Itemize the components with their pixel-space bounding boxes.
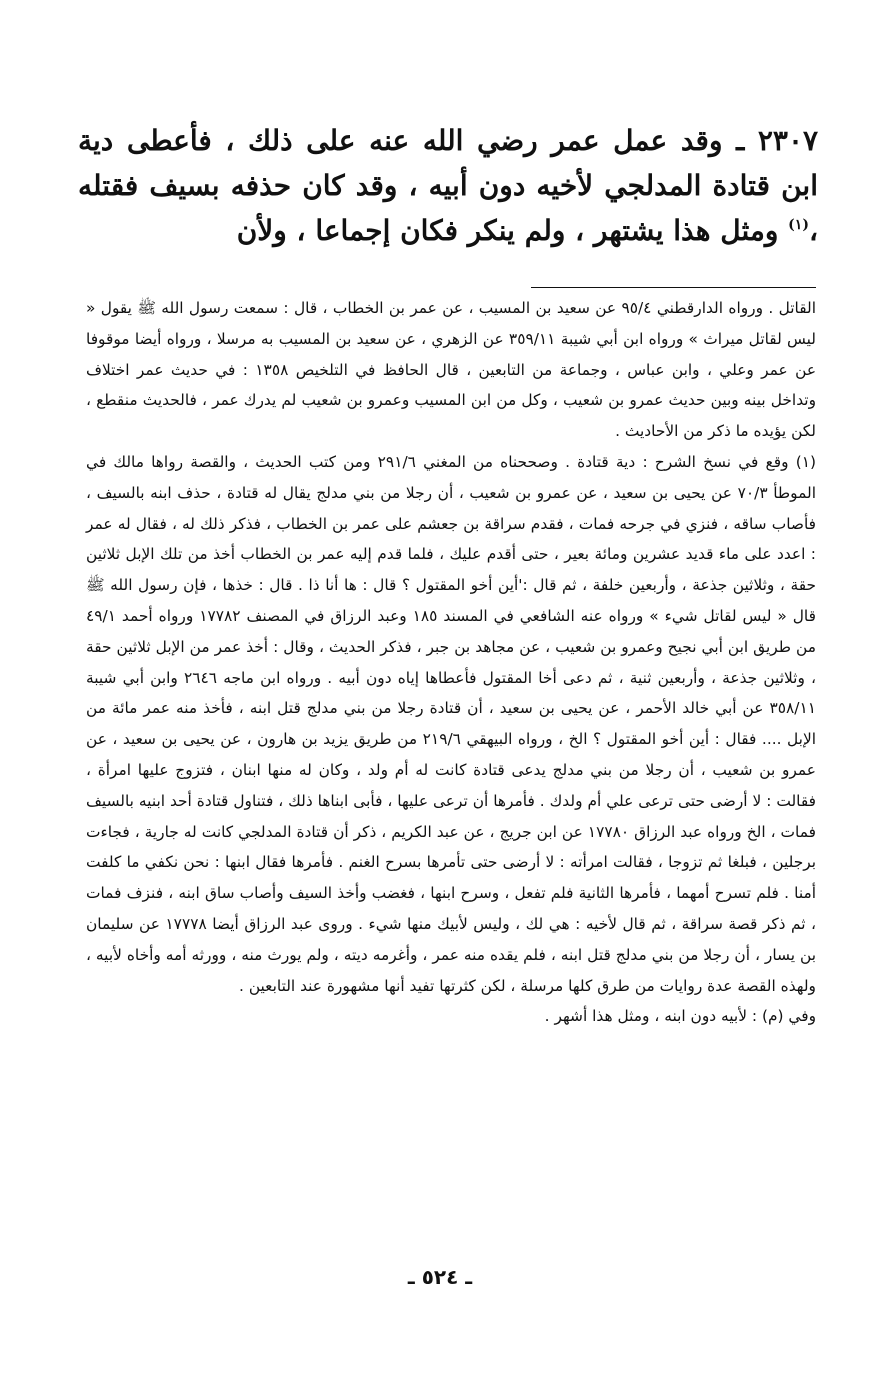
main-text-continuation: ومثل هذا يشتهر ، ولم ينكر فكان إجماعا ، ولأن [236, 214, 779, 247]
footnote-separator [531, 287, 816, 288]
main-text-body: وقد عمل عمر رضي الله عنه على ذلك ، فأعطى دية ابن قتادة المدلجي لأخيه دون أبيه ، وقد كان حذفه بسيف فقتله ، [78, 124, 818, 247]
page-number: ـ ٥٢٤ ـ [407, 1265, 473, 1289]
paragraph-number: ٢٣٠٧ ـ [736, 124, 819, 157]
footnote-variant: وفي (م) : لأبيه دون ابنه ، ومثل هذا أشهر . [544, 1007, 816, 1026]
footnote-continuation: القاتل . ورواه الدارقطني ٩٥/٤ عن سعيد بن المسيب ، عن عمر بن الخطاب ، قال : سمعت رسول الله ﷺ يقول « ليس لقاتل ميراث » ورواه ابن أبي شيبة ٣٥٩/١١ عن الزهري ، عن سعيد بن المسيب به مرسلا ، ورواه أيضا موقوفا عن عمر وعلي ، وابن عباس ، وجماعة من التابعين ، قال الحافظ في التلخيص ١٣٥٨ : في حديث عمر اختلاف وتداخل بينه وبين حديث عمرو بن شعيب ، وكل من ابن المسيب وعمرو بن شعيب لم يدرك عمر ، فالحديث منقطع ، لكن يؤيده ما ذكر من الأحاديث . [86, 299, 816, 441]
footnote-1: (١) وقع في نسخ الشرح : دية قتادة . وصححناه من المغني ٢٩١/٦ ومن كتب الحديث ، والقصة رواها مالك في الموطأ ٧٠/٣ عن يحيى بن سعيد ، عن عمرو بن شعيب ، أن رجلا من بني مدلج يقال له قتادة ، حذف ابنه بالسيف ، فأصاب ساقه ، فنزي في جرحه فمات ، فقدم سراقة بن جعشم على عمر بن الخطاب ، فذكر ذلك له ، فقال له عمر : اعدد على ماء قديد عشرين ومائة بعير ، حتى أقدم عليك ، فلما قدم إليه عمر بن الخطاب أخذ من تلك الإبل ثلاثين حقة ، وثلاثين جذعة ، وأربعين خلفة ، ثم قال :'أين أخو المقتول ؟ قال : ها أنا ذا . قال : خذها ، فإن رسول الله ﷺ قال « ليس لقاتل شيء » ورواه عنه الشافعي في المسند ١٨٥ وعبد الرزاق في المصنف ١٧٧٨٢ ورواه أحمد ٤٩/١ من طريق ابن أبي نجيح وعمرو بن شعيب ، عن مجاهد بن جبر ، فذكر الحديث ، وقال : أخذ عمر من الإبل ثلاثين حقة ، وثلاثين جذعة ، وأربعين ثنية ، ثم دعى أخا المقتول فأعطاها إياه دون أبيه . ورواه ابن ماجه ٢٦٤٦ وابن أبي شيبة ٣٥٨/١١ عن أبي خالد الأحمر ، عن يحيى بن سعيد ، أن قتادة رجلا من بني مدلج قتل ابنه ، فأخذ منه عمر مائة من الإبل .... فقال : أين أخو المقتول ؟ الخ ، ورواه البيهقي ٢١٩/٦ من طريق يزيد بن هارون ، عن يحيى بن سعيد ، عن عمرو بن شعيب ، أن رجلا من بني مدلج يدعى قتادة كانت له أم ولد ، وكان له منها ابنان ، فتزوج عليها امرأة ، فقالت : لا أرضى حتى ترعى علي أم ولدك . فأمرها أن ترعى عليها ، فأبى ابناها ذلك ، فتناول قتادة أحد ابنيه بالسيف فمات ، الخ ورواه عبد الرزاق ١٧٧٨٠ عن ابن جريج ، عن عبد الكريم ، ذكر أن قتادة المدلجي كانت له جارية ، فجاءت برجلين ، فبلغا ثم تزوجا ، فقالت امرأته : لا أرضى حتى تأمرها بسرح الغنم . فأمرها فقال ابنها : نحن نكفي ما كلفت أمنا . فلم تسرح أمهما ، فأمرها الثانية فلم تفعل ، وسرح ابنها ، فغضب وأخذ السيف وأصاب ساق ابنه ، فنزف فمات ، ثم ذكر قصة سراقة ، ثم قال لأخيه : هي لك ، وليس لأبيك منها شيء . وروى عبد الرزاق أيضا ١٧٧٧٨ عن سليمان بن يسار ، أن رجلا من بني مدلج قتل ابنه ، فلم يقده منه عمر ، وأغرمه ديته ، ولم يورث منه ، وورثه أمه وأخاه لأبيه ، ولهذه القصة عدة روايات من طرق كلها مرسلة ، لكن كثرتها تفيد أنها مشهورة عند التابعين . [86, 452, 817, 995]
main-text [78, 118, 818, 253]
footnotes [86, 293, 816, 1032]
footnote-reference: (١) [788, 217, 809, 233]
main-paragraph [78, 118, 818, 253]
